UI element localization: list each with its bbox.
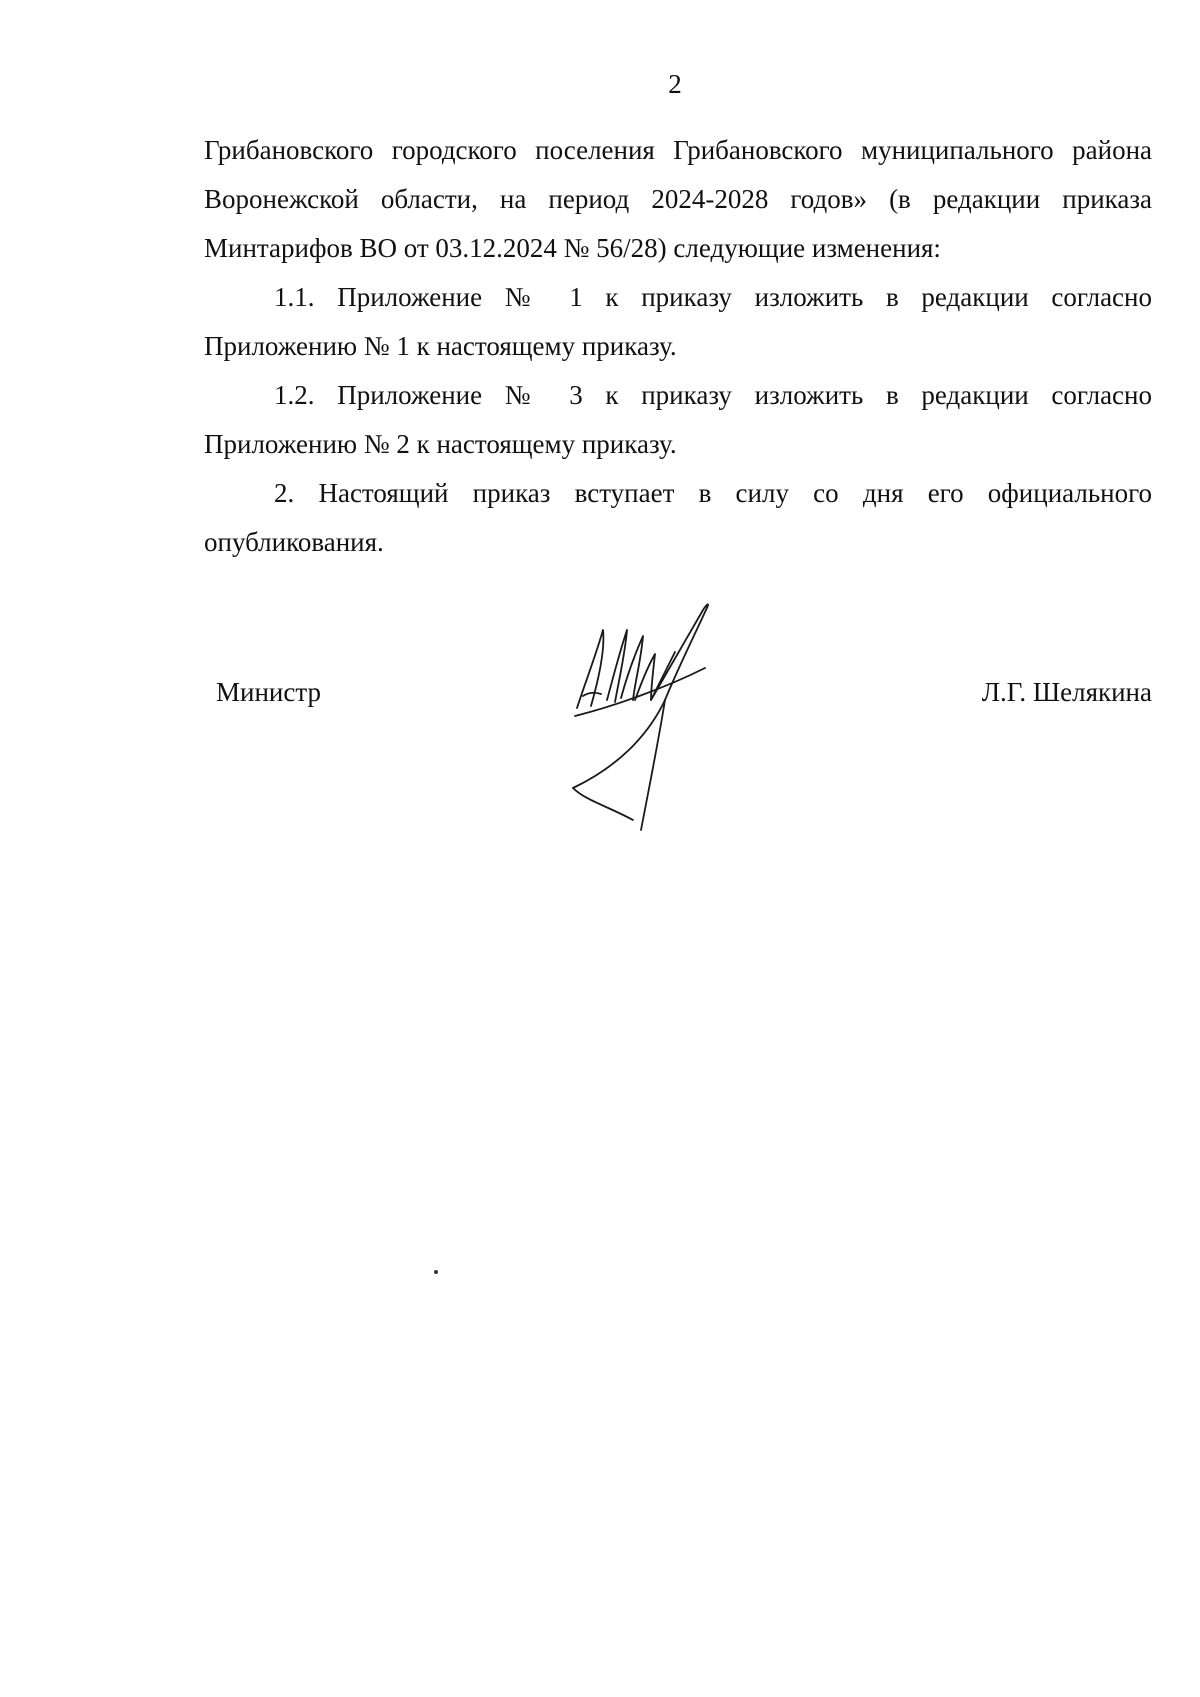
- scan-dot: [434, 1270, 438, 1274]
- handwritten-signature: [555, 588, 775, 843]
- paragraph-item-2: 2. Настоящий приказ вступает в силу со дня его официального опубликования.: [204, 478, 1152, 557]
- paragraph-item-1-2: 1.2. Приложение № 3 к приказу изложить в редакции согласно Приложению № 2 к настоящему приказу.: [204, 380, 1152, 459]
- paragraph-continuation: Грибановского городского поселения Грибановского муниципального района Воронежской области, на период 2024-2028 годов» (в редакции приказа Минтарифов ВО от 03.12.2024 № 56/28) следующие изменения:: [204, 135, 1152, 263]
- paragraph-item-1-1: 1.1. Приложение № 1 к приказу изложить в редакции согласно Приложению № 1 к настоящему приказу.: [204, 282, 1152, 361]
- signer-position: Министр: [216, 677, 321, 707]
- body-text: [204, 126, 1152, 567]
- signer-name: Л.Г. Шелякина: [981, 677, 1152, 707]
- page-number: 2: [668, 69, 682, 99]
